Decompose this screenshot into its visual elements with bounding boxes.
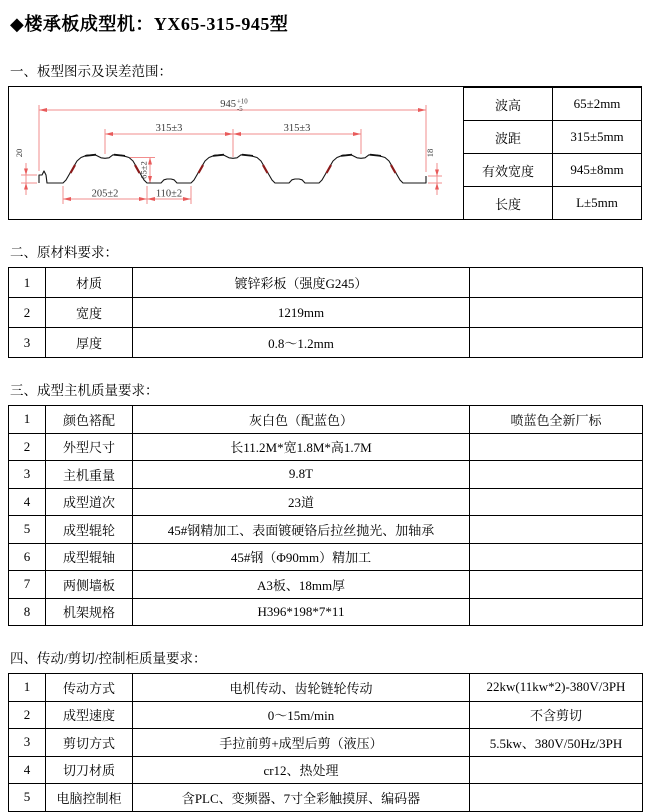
spec-value-cell: 65±2mm (553, 88, 642, 121)
row-number-cell: 8 (9, 598, 46, 626)
spec-value-cell: 945±8mm (553, 154, 642, 187)
sheet-profile-outline (39, 155, 426, 183)
note-cell: 22kw(11kw*2)-380V/3PH (470, 674, 643, 702)
section2-heading: 二、原材料要求： (10, 245, 118, 260)
row-number-cell: 3 (9, 328, 46, 358)
item-cell: 两侧墙板 (46, 571, 133, 599)
slope-marks (71, 165, 396, 173)
item-cell: 剪切方式 (46, 729, 133, 757)
note-cell (470, 461, 643, 489)
note-cell (470, 488, 643, 516)
spec-row (464, 154, 642, 187)
note-cell (470, 756, 643, 784)
section1-heading: 一、板型图示及误差范围： (10, 64, 172, 79)
row-number-cell: 2 (9, 433, 46, 461)
value-cell: 0.8～1.2mm (133, 328, 470, 358)
item-cell: 机架规格 (46, 598, 133, 626)
drive-shear-control-table-body (9, 674, 643, 812)
dimension-arrows (24, 108, 439, 201)
dim-pitch-right-label: 315±3 (283, 123, 311, 134)
item-cell: 厚度 (46, 328, 133, 358)
item-cell: 成型道次 (46, 488, 133, 516)
row-number-cell: 1 (9, 674, 46, 702)
value-cell: 1219mm (133, 298, 470, 328)
row-number-cell: 7 (9, 571, 46, 599)
dim-base-label: 205±2 (91, 188, 119, 200)
value-cell: 45#钢（Φ90mm）精加工 (133, 543, 470, 571)
row-number-cell: 4 (9, 756, 46, 784)
spec-label-cell: 波距 (464, 121, 553, 154)
note-cell (470, 298, 643, 328)
row-number-cell: 3 (9, 729, 46, 757)
note-cell: 5.5kw、380V/50Hz/3PH (470, 729, 643, 757)
dim-left-lip-label: 20 (14, 148, 24, 158)
profile-diagram-svg (9, 87, 463, 218)
table-row (9, 488, 643, 516)
note-cell (470, 516, 643, 544)
item-cell: 成型辊轴 (46, 543, 133, 571)
table-row (9, 701, 643, 729)
value-cell: 长11.2M*宽1.8M*高1.7M (133, 433, 470, 461)
dimension-labels (14, 99, 435, 200)
table-row (9, 461, 643, 489)
row-number-cell: 1 (9, 268, 46, 298)
raw-material-table-body (9, 268, 643, 358)
dim-valley-label: 110±2 (155, 188, 183, 200)
value-cell: 电机传动、齿轮链轮传动 (133, 674, 470, 702)
row-number-cell: 1 (9, 406, 46, 434)
item-cell: 材质 (46, 268, 133, 298)
table-row (9, 729, 643, 757)
row-number-cell: 5 (9, 516, 46, 544)
dim-overall-sup: +10 (237, 98, 248, 106)
row-number-cell: 2 (9, 701, 46, 729)
row-number-cell: 6 (9, 543, 46, 571)
note-cell (470, 571, 643, 599)
value-cell: 45#钢精加工、表面镀硬铬后拉丝抛光、加轴承 (133, 516, 470, 544)
table-row (9, 298, 643, 328)
item-cell: 切刀材质 (46, 756, 133, 784)
item-cell: 成型速度 (46, 701, 133, 729)
value-cell: 手拉前剪+成型后剪（液压） (133, 729, 470, 757)
item-cell: 颜色褡配 (46, 406, 133, 434)
note-cell (470, 543, 643, 571)
spec-value-cell: L±5mm (553, 187, 642, 220)
note-cell (470, 328, 643, 358)
row-number-cell: 3 (9, 461, 46, 489)
value-cell: 0～15m/min (133, 701, 470, 729)
section4-heading: 四、传动/剪切/控制柜质量要求： (10, 651, 207, 666)
dimension-lines (21, 105, 442, 204)
value-cell: A3板、18mm厚 (133, 571, 470, 599)
profile-spec-table (463, 87, 641, 219)
value-cell: 9.8T (133, 461, 470, 489)
spec-label-cell: 有效宽度 (464, 154, 553, 187)
item-cell: 成型辊轮 (46, 516, 133, 544)
spec-value-cell: 315±5mm (553, 121, 642, 154)
profile-spec-table-body (464, 88, 642, 220)
spec-row (464, 88, 642, 121)
note-cell: 喷蓝色全新厂标 (470, 406, 643, 434)
row-number-cell: 5 (9, 784, 46, 812)
table-row (9, 328, 643, 358)
value-cell: 镀锌彩板（强度G245） (133, 268, 470, 298)
table-row (9, 543, 643, 571)
value-cell: 23道 (133, 488, 470, 516)
spec-row (464, 121, 642, 154)
page-title: ◆楼承板成型机：YX65-315-945型 (10, 14, 289, 34)
item-cell: 外型尺寸 (46, 433, 133, 461)
profile-figure-block (8, 86, 642, 220)
section3-heading: 三、成型主机质量要求： (10, 383, 159, 398)
note-cell (470, 433, 643, 461)
value-cell: 含PLC、变频器、7寸全彩触摸屏、编码器 (133, 784, 470, 812)
forming-machine-table (8, 405, 643, 626)
table-row (9, 433, 643, 461)
item-cell: 宽度 (46, 298, 133, 328)
table-row (9, 516, 643, 544)
dim-pitch-left-label: 315±3 (155, 123, 183, 134)
drive-shear-control-table (8, 673, 643, 812)
raw-material-table (8, 267, 643, 358)
spec-row (464, 187, 642, 220)
table-row (9, 571, 643, 599)
dim-overall-label: 945 (220, 99, 236, 110)
table-row (9, 598, 643, 626)
dim-overall-sub: -5 (237, 106, 243, 113)
value-cell: H396*198*7*11 (133, 598, 470, 626)
note-cell (470, 268, 643, 298)
table-row (9, 674, 643, 702)
spec-label-cell: 波高 (464, 88, 553, 121)
value-cell: cr12、热处理 (133, 756, 470, 784)
profile-drawing (9, 87, 463, 218)
row-number-cell: 2 (9, 298, 46, 328)
table-row (9, 406, 643, 434)
dim-wave-height-label: 65±2 (138, 161, 149, 179)
dim-right-lip-label: 18 (425, 148, 435, 158)
note-cell (470, 598, 643, 626)
value-cell: 灰白色（配蓝色） (133, 406, 470, 434)
row-number-cell: 4 (9, 488, 46, 516)
forming-machine-table-body (9, 406, 643, 626)
spec-label-cell: 长度 (464, 187, 553, 220)
item-cell: 传动方式 (46, 674, 133, 702)
table-row (9, 268, 643, 298)
table-row (9, 756, 643, 784)
note-cell: 不含剪切 (470, 701, 643, 729)
item-cell: 主机重量 (46, 461, 133, 489)
item-cell: 电脑控制柜 (46, 784, 133, 812)
